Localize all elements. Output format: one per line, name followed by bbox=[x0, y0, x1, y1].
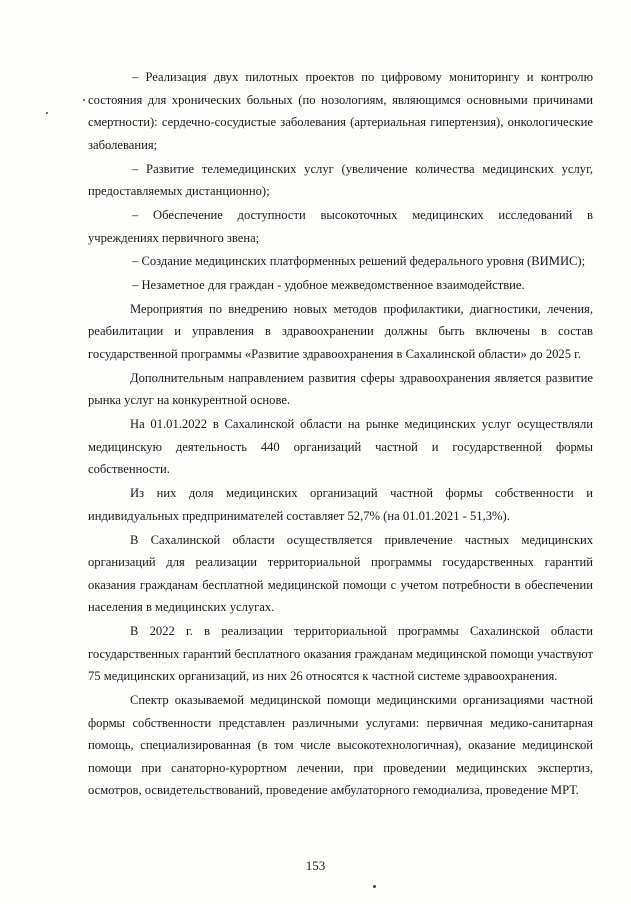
scan-speck bbox=[46, 112, 48, 114]
paragraph: В 2022 г. в реализации территориальной программы Сахалинской области государственных гарантий бесплатного оказания гражданам медицинской помощи участвуют 75 медицинских организаций, из них 26 относятся к частной системе здравоохранения. bbox=[88, 624, 593, 684]
paragraph: Мероприятия по внедрению новых методов профилактики, диагностики, лечения, реабилитации и управления в здравоохранении должны быть включены в состав государственной программы «Развитие здравоохранения в Сахалинской области» до 2025 г. bbox=[88, 301, 593, 362]
document-body bbox=[88, 66, 593, 803]
list-item: – Реализация двух пилотных проектов по цифровому мониторингу и контролю состояния для хронических больных (по нозологиям, являющимся основными причинами смертности): сердечно-сосудистые заболевания (артериальная гипертензия), онкологические заболевания; bbox=[88, 70, 593, 152]
list-item: – Создание медицинских платформенных решений федерального уровня (ВИМИС); bbox=[132, 254, 586, 269]
list-item: – Обеспечение доступности высокоточных медицинских исследований в учреждениях первичного звена; bbox=[88, 207, 593, 245]
paragraph: На 01.01.2022 в Сахалинской области на рынке медицинских услуг осуществляли медицинскую деятельность 440 организаций частной и государственной формы собственности. bbox=[88, 417, 593, 477]
paragraph: В Сахалинской области осуществляется привлечение частных медицинских организаций для реализации территориальной программы государственных гарантий оказания гражданам бесплатной медицинской помощи с учетом потребности в обеспечении населения в медицинских услугах. bbox=[88, 532, 593, 615]
page-number: 153 bbox=[305, 858, 326, 873]
list-item: – Развитие телемедицинских услуг (увеличение количества медицинских услуг, предоставляемых дистанционно); bbox=[88, 161, 593, 199]
paragraph: Дополнительным направлением развития сферы здравоохранения является развитие рынка услуг на конкурентной основе. bbox=[88, 370, 593, 408]
paragraph: Из них доля медицинских организаций частной формы собственности и индивидуальных предпринимателей составляет 52,7% (на 01.01.2021 - 51,3%). bbox=[88, 486, 593, 523]
scan-speck bbox=[83, 99, 85, 101]
list-item: – Незаметное для граждан - удобное межведомственное взаимодействие. bbox=[132, 278, 525, 293]
paragraph: Спектр оказываемой медицинской помощи медицинскими организациями частной формы собственности представлен различными услугами: первичная медико-санитарная помощь, специализированная (в том числе высокотехнологичная), оказание медицинской помощи при санаторно-курортном лечении, при проведении медицинских экспертиз, осмотров, освидетельствований, проведение амбулаторного гемодиализа, проведение МРТ. bbox=[88, 693, 593, 798]
scan-speck bbox=[373, 885, 376, 888]
